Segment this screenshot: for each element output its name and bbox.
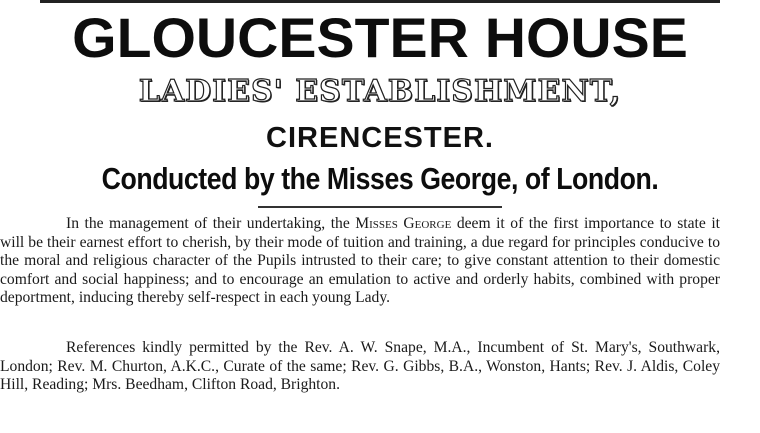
body-paragraph-management (0, 215, 720, 308)
advert-conductor-line: Conducted by the Misses George, of London. (101, 161, 659, 196)
body-paragraph-references: References kindly permitted by the Rev. A. W. Snape, M.A., Incumbent of St. Mary's, Southwark, London; Rev. M. Churton, A.K.C., Curate of the same; Rev. G. Gibbs, B.A., Wonston, Hants; Rev. J. Aldis, Coley Hill, Reading; Mrs. Beedham, Clifton Road, Brighton. (0, 339, 720, 394)
section-divider (258, 206, 502, 208)
proprietor-name: Misses George (355, 215, 452, 232)
paragraph-text-start: In the management of their undertaking, the (66, 215, 356, 232)
paragraph-text-end: deem it of the first importance to state it will be their earnest effort to cherish, by their mode of tuition and training, a due regard for principles conducive to the moral and religious character of the Pupils intrusted to their care; to give constant attention to their domestic comfort and social happiness; and to encourage an emulation to active and orderly habits, combined with proper deportment, inducing thereby self-respect in each young Lady. (0, 215, 720, 307)
top-rule (40, 0, 720, 3)
advert-subtitle: LADIES' ESTABLISHMENT, (138, 74, 622, 109)
advert-title: GLOUCESTER HOUSE (72, 6, 688, 69)
advert-town: CIRENCESTER. (266, 122, 494, 154)
